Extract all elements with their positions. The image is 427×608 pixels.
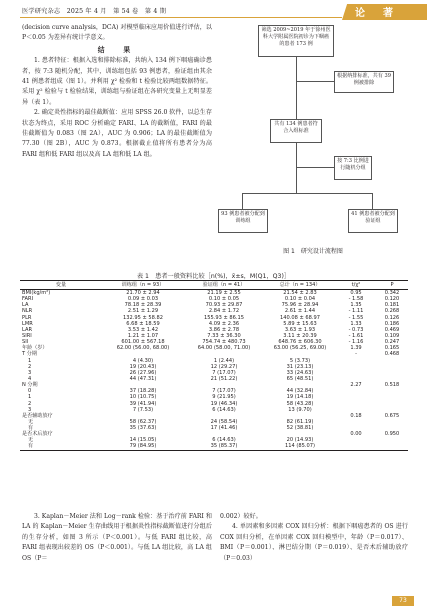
journal-name: 医学研究杂志: [22, 8, 61, 15]
table-cell: 3.53 ± 1.42: [127, 326, 159, 333]
table-cell: 44 (47.31): [129, 375, 157, 382]
row-label: 年龄（岁）: [22, 345, 48, 352]
table-cell: 1.21 ± 1.07: [127, 332, 159, 339]
flow-box-included: 共有 134 例患者符合入组标准: [270, 119, 322, 143]
table-cell: 64.00 (58.00, 71.00): [197, 345, 251, 352]
header-rule: [20, 17, 342, 18]
table-cell: 3.63 ± 1.93: [284, 326, 316, 333]
table-cell: 79 (84.95): [102, 443, 184, 450]
table-cell: 4.09 ± 2.36: [208, 320, 240, 327]
table-cell: 10 (10.75): [129, 394, 157, 401]
table-cell: 0.95: [350, 290, 362, 296]
table-cell: - 1.58: [348, 296, 364, 303]
table-cell: - 0.73: [348, 326, 364, 333]
table-cell: 0.00: [350, 431, 362, 438]
table-cell: 58 (43.28): [286, 400, 314, 407]
row-label: NLR: [22, 308, 33, 315]
table-cell: 52 (38.81): [286, 425, 314, 432]
row-label: N 分期: [22, 382, 38, 389]
row-label: BMI(kg/m²): [22, 290, 51, 296]
table-cell: 0.247: [384, 339, 400, 346]
flow-line: [296, 57, 297, 119]
table-cell: 75.96 ± 28.94: [281, 302, 319, 309]
row-label: LMR: [22, 320, 33, 327]
results-heading: 结 果: [97, 45, 137, 54]
table-cell: 62.00 (56.00, 68.00): [116, 345, 170, 352]
table-cell: - 1.16: [348, 339, 364, 346]
table-header-cell: 训练组（n = 93）: [102, 281, 184, 290]
table-cell: 1.33: [350, 320, 362, 327]
table-cell: -: [355, 351, 357, 358]
table-cell: 78.18 ± 28.39: [124, 302, 162, 309]
table-cell: 2.61 ± 1.44: [284, 308, 316, 315]
table-cell: 21.19 ± 2.55: [207, 290, 241, 296]
flow-box-screening: 筛选 2009~2019 年于徐州医科大学附属医院初诊为下咽癌的患者 173 例: [258, 25, 334, 57]
table-cell: 6 (14.63): [212, 437, 236, 444]
table-cell: 0.342: [384, 290, 400, 296]
table-cell: 0.468: [384, 351, 400, 358]
table-cell: 0.181: [384, 302, 400, 309]
table-cell: 754.74 ± 480.73: [202, 339, 246, 346]
table-cell: [336, 443, 376, 450]
table-cell: - 1.61: [348, 332, 364, 339]
bottom-right-text: [220, 512, 408, 564]
table-cell: 648.76 ± 606.30: [278, 339, 322, 346]
table-cell: 35 (37.63): [129, 425, 157, 432]
row-label: FARI: [22, 296, 33, 303]
issue-info: 2025 年 4 月 第 54 卷 第 4 期: [66, 8, 167, 15]
table-cell: 21.54 ± 2.83: [283, 290, 317, 296]
table-cell: 21 (51.22): [210, 375, 238, 382]
table-cell: 0.469: [384, 326, 400, 333]
table-cell: - 1.55: [348, 314, 364, 321]
table-cell: 2.84 ± 1.72: [208, 308, 240, 315]
table-cell: 140.08 ± 68.97: [280, 314, 320, 321]
table-cell: [376, 443, 408, 450]
table-cell: 7 (17.07): [212, 388, 236, 395]
table-header-cell: 验证组（n = 41）: [184, 281, 264, 290]
flow-line: [242, 193, 372, 194]
table-cell: 0.950: [384, 431, 400, 438]
row-label: T 分期: [22, 351, 37, 358]
table-cell: 2.27: [350, 382, 362, 389]
table-cell: 0.186: [384, 320, 400, 327]
table-cell: 0.120: [384, 296, 400, 303]
table-cell: 7 (7.53): [132, 406, 154, 413]
row-label: 2: [28, 363, 32, 370]
table-cell: 17 (41.46): [210, 425, 238, 432]
paragraph-method-end: (decision curve analysis，DCA) 对模型临床应用价值进行评估，以 P＜0.05 为差异有统计学意义。: [22, 24, 212, 42]
table-cell: 0.10 ± 0.04: [284, 296, 316, 303]
table-cell: 0.109: [384, 332, 400, 339]
table-header-cell: t/χ²: [336, 281, 376, 290]
table-header-cell: 总计（n = 134）: [264, 281, 336, 290]
table-cell: 0.10 ± 0.05: [208, 296, 240, 303]
study-flowchart: [218, 25, 408, 252]
running-header: [0, 0, 427, 22]
table-cell: 5.89 ± 15.63: [283, 320, 317, 327]
row-label: 3: [28, 406, 32, 413]
row-label: 是否术后放疗: [22, 431, 53, 438]
table-cell: 5 (3.73): [289, 357, 311, 364]
table-cell: 4 (4.30): [132, 357, 154, 364]
row-label: 无: [28, 437, 34, 444]
paragraph-cutoff-values: 2. 确定炎性指标的最佳截断值：应用 SPSS 26.0 软件，以总生存状态为终点，采用 ROC 分析确定 FARI、LA 的截断值，FARI 的最佳截断值为 0.083（图 2A），AUC 为 0.906；LA 的最佳截断值为 77.30（图 2B），AUC 为 0.873。根据截止值将所有患者分为高 FARI 组和低 FARI 组以及高 LA 组和低 LA 组。: [22, 109, 212, 158]
table-cell: 0.518: [384, 382, 400, 389]
table-header-row: [20, 281, 408, 290]
table-cell: 6 (14.63): [212, 406, 236, 413]
row-label: LAR: [22, 326, 32, 333]
table-cell: 58 (62.37): [129, 418, 157, 425]
flow-line: [242, 193, 243, 209]
table-cell: 155.93 ± 86.15: [204, 314, 244, 321]
table-cell: 20 (14.93): [286, 437, 314, 444]
table-cell: 44 (32.84): [286, 388, 314, 395]
figure-caption: 图 1 研究设计流程图: [283, 248, 343, 255]
row-label: 3: [28, 369, 32, 376]
row-label: 1: [28, 394, 32, 401]
table-cell: 1.35: [350, 302, 362, 309]
table-cell: 1.39: [350, 345, 362, 352]
table-header-cell: 变量: [20, 281, 102, 290]
table-cell: 26 (27.96): [129, 369, 157, 376]
table-row: [20, 290, 408, 297]
table-cell: - 1.11: [348, 308, 364, 315]
flow-box-validation: 41 例患者被分配到验证组: [348, 209, 398, 233]
paragraph-patient-characteristics: 1. 患者特征：根据入选和排除标准，共纳入 134 例下咽癌确诊患者，按 7:3 随机分配，其中，训练组包括 93 例患者，验证组由其余 41 例患者组成（图 1）。并利用 χ² 检验和 t 检验比较两组数据特征。采用 χ² 检验与 t 检验结果，训练组与验证组在各研究变量上无明显差异（表 1）。: [22, 57, 212, 106]
table-cell: 19 (20.43): [129, 363, 157, 370]
table-cell: 0.126: [384, 314, 400, 321]
table-cell: 132.95 ± 58.82: [123, 314, 163, 321]
row-label: 有: [20, 443, 102, 450]
table-cell: 19 (46.34): [210, 400, 238, 407]
table-cell: 0.165: [384, 345, 400, 352]
table-cell: 19 (14.18): [286, 394, 314, 401]
table-cell: 3.11 ± 20.39: [283, 332, 317, 339]
table-cell: 9 (21.95): [212, 394, 236, 401]
table-cell: 35 (85.37): [184, 443, 264, 450]
table-cell: 70.93 ± 29.87: [205, 302, 243, 309]
table-cell: 21.70 ± 2.94: [126, 290, 160, 296]
table-cell: 6.68 ± 18.59: [126, 320, 160, 327]
page-number: 73: [392, 596, 414, 606]
row-label: SIRI: [22, 332, 32, 339]
paragraph-cox-regression: 4. 单因素和多因素 COX 回归分析：根据下咽癌患者的 OS 进行 COX 回归分析，在单因素 COX 回归模型中，年龄（P＝0.017）、BMI（P＝0.001）、淋巴结分期（P＝0.019）、是否术后辅助放疗（P＝0.03）: [220, 523, 408, 562]
table-cell: 114 (85.07): [264, 443, 336, 450]
table-cell: 14 (15.05): [129, 437, 157, 444]
table-cell: 7 (17.07): [212, 369, 236, 376]
table-title: 表 1 患者一般资料比较［n(%)，x̄±s，M(Q1，Q3)］: [136, 273, 291, 280]
row-label: 2: [28, 400, 32, 407]
row-label: 无: [28, 418, 34, 425]
flow-box-training: 93 例患者被分配到训练组: [218, 209, 268, 233]
flow-line: [372, 193, 373, 209]
table-cell: 7.33 ± 36.30: [207, 332, 241, 339]
table-cell: 33 (24.63): [286, 369, 314, 376]
table-cell: 0.09 ± 0.03: [127, 296, 159, 303]
table-cell: 37 (18.28): [129, 388, 157, 395]
row-label: 0: [28, 388, 32, 395]
table-cell: 601.00 ± 567.18: [121, 339, 165, 346]
row-label: 是否辅助放疗: [22, 412, 53, 419]
row-label: LA: [22, 302, 29, 309]
flow-line: [296, 81, 334, 82]
journal-info: [22, 6, 166, 15]
table-header-cell: P: [376, 281, 408, 290]
patient-characteristics-table: [20, 280, 408, 451]
row-label: PLR: [22, 314, 32, 321]
table-cell: 3.86 ± 2.78: [208, 326, 240, 333]
row-label: SII: [22, 339, 29, 346]
bottom-left-text: [22, 512, 212, 564]
flow-box-randomize: 按 7:3 比例进行随机分组: [334, 156, 372, 180]
row-label: 1: [28, 357, 32, 364]
flow-box-excluded: 根据纳排标准，共有 39 例被排除: [334, 71, 394, 93]
table-cell: 12 (29.27): [210, 363, 238, 370]
table-cell: 39 (41.94): [129, 400, 157, 407]
table-cell: 31 (23.13): [286, 363, 314, 370]
table-cell: 2.51 ± 1.29: [127, 308, 159, 315]
paragraph-kaplan-meier: 3. Kaplan－Meier 法和 Log－rank 检验：基于治疗前 FARI 和 LA 的 Kaplan－Meier 生存曲线用于根据炎性指标截断值进行分组后的生存分析，如图 3 所示（P＜0.001）。与低 FARI 组比较，高 FARI 组表现出较差的 OS（P＜0.001）。与低 LA 组比较，高 LA 组 OS（P＝: [22, 513, 212, 562]
row-label: 4: [28, 375, 32, 382]
table-row: [20, 443, 408, 450]
row-label: 有: [28, 425, 34, 432]
table-cell: 82 (61.19): [286, 418, 314, 425]
flow-line: [296, 143, 297, 193]
section-tag: 论 著: [355, 8, 397, 19]
paragraph-continued: 0.002）较好。: [220, 513, 262, 520]
table-cell: 0.268: [384, 308, 400, 315]
table-cell: 24 (58.54): [210, 418, 238, 425]
table-cell: 0.675: [384, 412, 400, 419]
table-cell: 63.00 (56.25, 69.00): [273, 345, 327, 352]
table-cell: 13 (9.70): [288, 406, 312, 413]
table-cell: 1 (2.44): [213, 357, 235, 364]
flow-line: [296, 167, 334, 168]
table-cell: 65 (48.51): [286, 375, 314, 382]
left-column-text: [22, 23, 212, 160]
table-cell: 0.18: [350, 412, 362, 419]
